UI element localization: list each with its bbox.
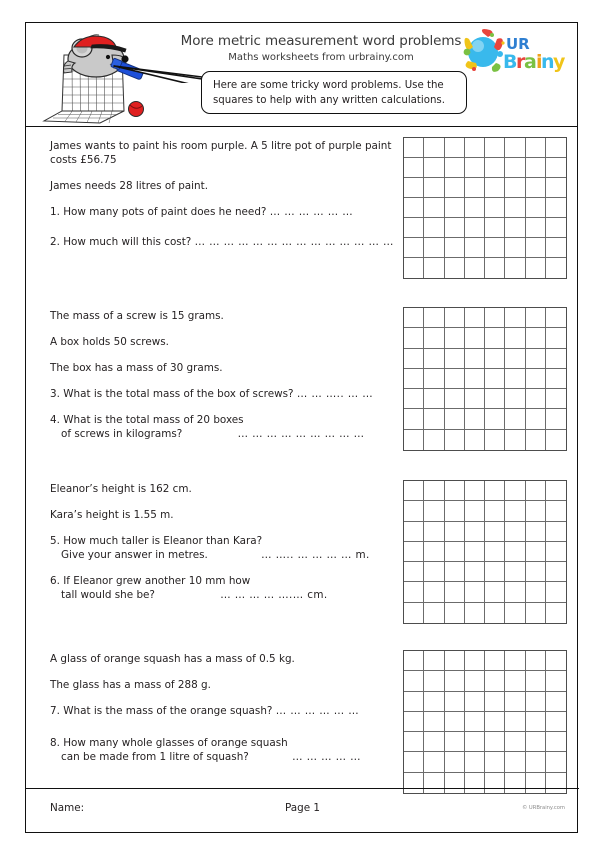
grid-cell[interactable] [526, 692, 546, 712]
grid-cell[interactable] [546, 692, 566, 712]
grid-cell[interactable] [465, 198, 485, 218]
grid-cell[interactable] [485, 481, 505, 501]
worksheet-content [26, 127, 577, 788]
grid-cell[interactable] [424, 603, 444, 623]
svg-text:n: n [541, 51, 555, 73]
grid-cell[interactable] [465, 158, 485, 178]
instruction-bubble [201, 71, 467, 114]
grid-cell[interactable] [526, 328, 546, 348]
grid-cell[interactable] [505, 430, 525, 450]
question-line-7 [50, 704, 402, 718]
grid-cell[interactable] [485, 430, 505, 450]
grid-cell[interactable] [505, 651, 525, 671]
grid-cell[interactable] [404, 732, 424, 752]
svg-text:i: i [536, 51, 543, 73]
grid-cell[interactable] [526, 481, 546, 501]
grid-cell[interactable] [526, 752, 546, 772]
statement-line: The mass of a screw is 15 grams. [50, 310, 224, 322]
question-number: 4. [50, 414, 60, 426]
grid-cell[interactable] [546, 712, 566, 732]
grid-cell[interactable] [546, 258, 566, 278]
grid-cell[interactable] [505, 692, 525, 712]
grid-cell[interactable] [404, 430, 424, 450]
grid-cell[interactable] [465, 732, 485, 752]
grid-cell[interactable] [424, 430, 444, 450]
grid-cell[interactable] [546, 603, 566, 623]
grid-cell[interactable] [404, 542, 424, 562]
grid-cell[interactable] [505, 582, 525, 602]
grid-cell[interactable] [526, 582, 546, 602]
grid-cell[interactable] [445, 178, 465, 198]
grid-cell[interactable] [465, 409, 485, 429]
grid-cell[interactable] [424, 692, 444, 712]
grid-cell[interactable] [404, 198, 424, 218]
grid-cell[interactable] [485, 651, 505, 671]
grid-cell[interactable] [424, 409, 444, 429]
grid-cell[interactable] [546, 501, 566, 521]
question-prompt-cont: Give your answer in metres. … ….. … … … … m. [61, 549, 370, 561]
grid-cell[interactable] [505, 562, 525, 582]
grid-cell[interactable] [526, 258, 546, 278]
question-line-2 [50, 235, 402, 249]
answer-dots[interactable]: … … … … … … [269, 206, 354, 218]
grid-cell[interactable] [485, 562, 505, 582]
grid-cell[interactable] [485, 308, 505, 328]
grid-cell[interactable] [445, 582, 465, 602]
grid-cell[interactable] [505, 178, 525, 198]
question-line-1 [50, 205, 402, 219]
grid-cell[interactable] [445, 752, 465, 772]
grid-cell[interactable] [465, 603, 485, 623]
grid-cell[interactable] [546, 562, 566, 582]
grid-cell[interactable] [465, 671, 485, 691]
grid-cell[interactable] [404, 328, 424, 348]
svg-text:y: y [553, 51, 566, 73]
grid-cell[interactable] [485, 582, 505, 602]
grid-cell[interactable] [404, 389, 424, 409]
grid-cell[interactable] [526, 349, 546, 369]
grid-cell[interactable] [424, 522, 444, 542]
grid-cell[interactable] [445, 562, 465, 582]
grid-cell[interactable] [445, 481, 465, 501]
grid-cell[interactable] [505, 712, 525, 732]
grid-cell[interactable] [485, 238, 505, 258]
answer-dots[interactable]: … … … … … [292, 751, 361, 763]
grid-cell[interactable] [404, 522, 424, 542]
grid-cell[interactable] [505, 671, 525, 691]
grid-cell[interactable] [485, 369, 505, 389]
grid-cell[interactable] [424, 389, 444, 409]
grid-cell[interactable] [465, 712, 485, 732]
name-label: Name: [50, 802, 85, 814]
grid-cell[interactable] [404, 603, 424, 623]
grid-cell[interactable] [526, 732, 546, 752]
question-text-block-2 [50, 309, 402, 441]
copyright-label: © URBrainy.com [522, 805, 565, 811]
grid-cell[interactable] [526, 522, 546, 542]
grid-cell[interactable] [465, 138, 485, 158]
grid-cell[interactable] [404, 238, 424, 258]
question-prompt: If Eleanor grew another 10 mm how [63, 575, 251, 587]
svg-text:UR: UR [506, 35, 530, 53]
grid-cell[interactable] [424, 308, 444, 328]
working-grid-3[interactable] [403, 480, 567, 624]
grid-cell[interactable] [546, 369, 566, 389]
grid-cell[interactable] [546, 328, 566, 348]
grid-cell[interactable] [526, 369, 546, 389]
question-text-block-3 [50, 482, 402, 602]
grid-cell[interactable] [445, 501, 465, 521]
grid-cell[interactable] [465, 692, 485, 712]
working-grid-4[interactable] [403, 650, 567, 794]
question-number: 2. [50, 236, 60, 248]
grid-cell[interactable] [424, 198, 444, 218]
question-prompt-cont: can be made from 1 litre of squash? … … … … … [61, 751, 361, 763]
grid-cell[interactable] [445, 238, 465, 258]
grid-cell[interactable] [404, 562, 424, 582]
grid-cell[interactable] [485, 158, 505, 178]
grid-cell[interactable] [485, 389, 505, 409]
grid-cell[interactable] [505, 308, 525, 328]
grid-cell[interactable] [526, 671, 546, 691]
grid-cell[interactable] [424, 732, 444, 752]
grid-cell[interactable] [404, 712, 424, 732]
grid-cell[interactable] [404, 651, 424, 671]
answer-dots[interactable]: … … ….. … … [296, 388, 374, 400]
grid-cell[interactable] [465, 218, 485, 238]
grid-cell[interactable] [465, 349, 485, 369]
grid-cell[interactable] [505, 409, 525, 429]
grid-cell[interactable] [424, 178, 444, 198]
answer-dots[interactable]: … … … … … … … … … [237, 428, 365, 440]
grid-cell[interactable] [424, 752, 444, 772]
grid-cell[interactable] [485, 198, 505, 218]
question-line-4 [50, 413, 402, 441]
grid-cell[interactable] [505, 158, 525, 178]
grid-cell[interactable] [546, 752, 566, 772]
grid-cell[interactable] [465, 752, 485, 772]
grid-cell[interactable] [424, 562, 444, 582]
grid-cell[interactable] [445, 308, 465, 328]
grid-cell[interactable] [445, 369, 465, 389]
title-block [176, 33, 466, 63]
grid-cell[interactable] [546, 218, 566, 238]
speech-bubble-tail [26, 23, 206, 83]
grid-cell[interactable] [424, 671, 444, 691]
grid-cell[interactable] [445, 671, 465, 691]
grid-cell[interactable] [505, 752, 525, 772]
grid-cell[interactable] [465, 178, 485, 198]
grid-cell[interactable] [505, 238, 525, 258]
grid-cell[interactable] [526, 603, 546, 623]
grid-cell[interactable] [424, 542, 444, 562]
grid-cell[interactable] [404, 369, 424, 389]
grid-cell[interactable] [546, 481, 566, 501]
question-prompt: What is the total mass of 20 boxes [63, 414, 244, 426]
grid-cell[interactable] [546, 349, 566, 369]
statement-line: James wants to paint his room purple. A 5 litre pot of purple paint costs £56.75 [50, 140, 392, 166]
grid-cell[interactable] [465, 651, 485, 671]
grid-cell[interactable] [445, 258, 465, 278]
grid-cell[interactable] [424, 158, 444, 178]
grid-cell[interactable] [505, 603, 525, 623]
grid-cell[interactable] [465, 542, 485, 562]
grid-cell[interactable] [505, 138, 525, 158]
grid-cell[interactable] [526, 562, 546, 582]
grid-cell[interactable] [424, 501, 444, 521]
grid-cell[interactable] [505, 258, 525, 278]
grid-cell[interactable] [546, 138, 566, 158]
grid-cell[interactable] [404, 692, 424, 712]
answer-dots[interactable]: … … … … … … [275, 705, 360, 717]
grid-cell[interactable] [424, 651, 444, 671]
grid-cell[interactable] [485, 542, 505, 562]
grid-cell[interactable] [404, 582, 424, 602]
grid-cell[interactable] [445, 651, 465, 671]
grid-cell[interactable] [485, 349, 505, 369]
statement-line: Eleanor’s height is 162 cm. [50, 483, 192, 495]
grid-cell[interactable] [485, 138, 505, 158]
question-line-8 [50, 736, 402, 764]
grid-cell[interactable] [505, 501, 525, 521]
grid-cell[interactable] [526, 409, 546, 429]
grid-cell[interactable] [445, 158, 465, 178]
grid-cell[interactable] [424, 238, 444, 258]
grid-cell[interactable] [546, 542, 566, 562]
grid-cell[interactable] [526, 218, 546, 238]
question-line-5 [50, 534, 402, 562]
worksheet-header [26, 23, 577, 127]
grid-cell[interactable] [404, 258, 424, 278]
grid-cell[interactable] [526, 712, 546, 732]
instruction-text: Here are some tricky word problems. Use the squares to help with any written calculations. [213, 80, 445, 106]
grid-cell[interactable] [526, 501, 546, 521]
grid-cell[interactable] [485, 752, 505, 772]
statement-line: Kara’s height is 1.55 m. [50, 509, 174, 521]
grid-cell[interactable] [445, 198, 465, 218]
question-prompt-cont: tall would she be? … … … … ….… cm. [61, 589, 328, 601]
grid-cell[interactable] [424, 218, 444, 238]
grid-cell[interactable] [526, 542, 546, 562]
grid-cell[interactable] [526, 198, 546, 218]
grid-cell[interactable] [445, 522, 465, 542]
grid-cell[interactable] [445, 542, 465, 562]
question-text-block-4 [50, 652, 402, 764]
grid-cell[interactable] [424, 582, 444, 602]
grid-cell[interactable] [465, 258, 485, 278]
grid-cell[interactable] [404, 138, 424, 158]
page-title: More metric measurement word problems [180, 33, 462, 49]
grid-cell[interactable] [526, 389, 546, 409]
grid-cell[interactable] [445, 430, 465, 450]
grid-cell[interactable] [485, 603, 505, 623]
grid-cell[interactable] [505, 732, 525, 752]
grid-cell[interactable] [505, 522, 525, 542]
grid-cell[interactable] [465, 328, 485, 348]
grid-cell[interactable] [445, 138, 465, 158]
grid-cell[interactable] [526, 308, 546, 328]
grid-cell[interactable] [445, 712, 465, 732]
grid-cell[interactable] [404, 752, 424, 772]
grid-cell[interactable] [424, 138, 444, 158]
question-prompt-cont: of screws in kilograms? … … … … … … … … … [61, 428, 365, 440]
grid-cell[interactable] [485, 501, 505, 521]
grid-cell[interactable] [445, 409, 465, 429]
grid-cell[interactable] [465, 369, 485, 389]
question-prompt: What is the total mass of the box of screws? [63, 388, 294, 400]
statement-line: James needs 28 litres of paint. [50, 180, 209, 192]
grid-cell[interactable] [404, 671, 424, 691]
svg-text:a: a [524, 51, 537, 73]
question-line-6 [50, 574, 402, 602]
grid-cell[interactable] [465, 522, 485, 542]
question-number: 3. [50, 388, 60, 400]
grid-cell[interactable] [445, 218, 465, 238]
grid-cell[interactable] [445, 389, 465, 409]
grid-cell[interactable] [485, 712, 505, 732]
grid-cell[interactable] [424, 369, 444, 389]
grid-cell[interactable] [526, 138, 546, 158]
grid-cell[interactable] [505, 369, 525, 389]
grid-cell[interactable] [485, 522, 505, 542]
grid-cell[interactable] [424, 481, 444, 501]
grid-cell[interactable] [505, 542, 525, 562]
grid-cell[interactable] [485, 692, 505, 712]
worksheet-footer [26, 788, 579, 832]
grid-cell[interactable] [546, 158, 566, 178]
grid-cell[interactable] [546, 522, 566, 542]
grid-cell[interactable] [546, 308, 566, 328]
working-grid-2[interactable] [403, 307, 567, 451]
grid-cell[interactable] [505, 198, 525, 218]
grid-cell[interactable] [424, 712, 444, 732]
answer-dots[interactable]: … ….. … … … … m. [261, 549, 370, 561]
grid-cell[interactable] [526, 158, 546, 178]
grid-cell[interactable] [485, 178, 505, 198]
question-prompt: How many pots of paint does he need? [63, 206, 267, 218]
grid-cell[interactable] [465, 582, 485, 602]
grid-cell[interactable] [465, 481, 485, 501]
urbrainy-logo-icon [459, 27, 571, 77]
grid-cell[interactable] [424, 258, 444, 278]
grid-cell[interactable] [465, 562, 485, 582]
grid-cell[interactable] [465, 389, 485, 409]
statement-line: A box holds 50 screws. [50, 336, 169, 348]
grid-cell[interactable] [404, 178, 424, 198]
grid-cell[interactable] [445, 692, 465, 712]
statement-line: The glass has a mass of 288 g. [50, 679, 211, 691]
grid-cell[interactable] [526, 178, 546, 198]
question-prompt: How much taller is Eleanor than Kara? [63, 535, 263, 547]
grid-cell[interactable] [485, 218, 505, 238]
grid-cell[interactable] [505, 389, 525, 409]
grid-cell[interactable] [485, 732, 505, 752]
grid-cell[interactable] [445, 603, 465, 623]
grid-cell[interactable] [485, 671, 505, 691]
grid-cell[interactable] [546, 409, 566, 429]
grid-cell[interactable] [546, 671, 566, 691]
grid-cell[interactable] [404, 158, 424, 178]
grid-cell[interactable] [465, 501, 485, 521]
working-grid-1[interactable] [403, 137, 567, 279]
grid-cell[interactable] [404, 481, 424, 501]
grid-cell[interactable] [465, 308, 485, 328]
page-subtitle: Maths worksheets from urbrainy.com [228, 52, 414, 63]
grid-cell[interactable] [485, 258, 505, 278]
grid-cell[interactable] [485, 409, 505, 429]
grid-cell[interactable] [526, 651, 546, 671]
grid-cell[interactable] [485, 328, 505, 348]
grid-cell[interactable] [546, 238, 566, 258]
grid-cell[interactable] [546, 178, 566, 198]
grid-cell[interactable] [505, 481, 525, 501]
grid-cell[interactable] [465, 238, 485, 258]
question-number: 6. [50, 575, 60, 587]
grid-cell[interactable] [546, 430, 566, 450]
grid-cell[interactable] [465, 430, 485, 450]
page-number-label: Page 1 [284, 802, 321, 814]
answer-dots[interactable]: … … … … … … … … … … … … … … [194, 236, 394, 248]
grid-cell[interactable] [546, 732, 566, 752]
question-prompt: How many whole glasses of orange squash [63, 737, 288, 749]
grid-cell[interactable] [404, 308, 424, 328]
grid-cell[interactable] [445, 328, 465, 348]
grid-cell[interactable] [526, 238, 546, 258]
statement-line: The box has a mass of 30 grams. [50, 362, 223, 374]
grid-cell[interactable] [404, 409, 424, 429]
question-number: 7. [50, 705, 60, 717]
question-text-block-1 [50, 139, 402, 249]
grid-cell[interactable] [424, 349, 444, 369]
question-prompt: What is the mass of the orange squash? [63, 705, 273, 717]
statement-line: A glass of orange squash has a mass of 0.5 kg. [50, 653, 295, 665]
grid-cell[interactable] [505, 349, 525, 369]
grid-cell[interactable] [404, 501, 424, 521]
grid-cell[interactable] [546, 651, 566, 671]
grid-cell[interactable] [505, 328, 525, 348]
grid-cell[interactable] [546, 198, 566, 218]
question-number: 1. [50, 206, 60, 218]
grid-cell[interactable] [424, 328, 444, 348]
grid-cell[interactable] [445, 349, 465, 369]
grid-cell[interactable] [505, 218, 525, 238]
grid-cell[interactable] [404, 349, 424, 369]
worksheet-page [25, 22, 578, 833]
question-number: 5. [50, 535, 60, 547]
grid-cell[interactable] [526, 430, 546, 450]
grid-cell[interactable] [445, 732, 465, 752]
svg-text:B: B [503, 51, 518, 73]
question-prompt: How much will this cost? [63, 236, 192, 248]
svg-text:r: r [516, 51, 526, 73]
grid-cell[interactable] [404, 218, 424, 238]
grid-cell[interactable] [546, 389, 566, 409]
grid-cell[interactable] [546, 582, 566, 602]
question-line-3 [50, 387, 402, 401]
question-number: 8. [50, 737, 60, 749]
answer-dots[interactable]: … … … … ….… cm. [220, 589, 328, 601]
